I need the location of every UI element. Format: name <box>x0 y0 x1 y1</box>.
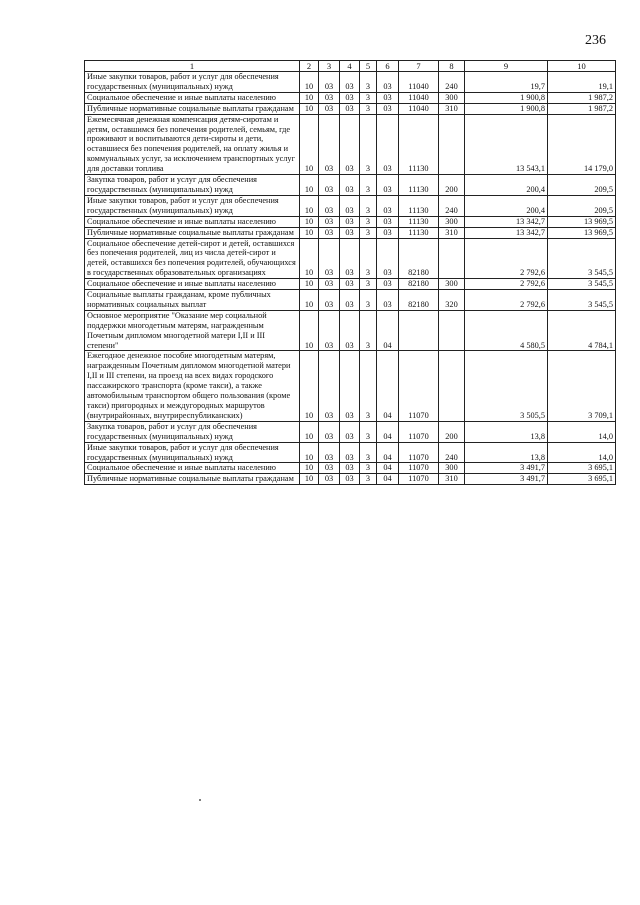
amount-cell: 200,4 <box>465 195 548 216</box>
table-row <box>85 72 616 93</box>
code-cell: 03 <box>377 72 399 93</box>
table-row <box>85 279 616 290</box>
code-cell: 10 <box>300 216 319 227</box>
code-cell: 03 <box>340 463 360 474</box>
code-cell: 04 <box>377 474 399 485</box>
code-cell: 11130 <box>399 195 439 216</box>
code-cell: 03 <box>319 474 340 485</box>
code-cell: 03 <box>340 195 360 216</box>
amount-cell: 4 580,5 <box>465 310 548 351</box>
code-cell: 10 <box>300 463 319 474</box>
code-cell: 03 <box>319 421 340 442</box>
row-name-cell: Иные закупки товаров, работ и услуг для обеспечения государственных (муниципальных) нужд <box>85 195 300 216</box>
code-cell: 3 <box>360 463 377 474</box>
amount-cell: 200,4 <box>465 175 548 196</box>
table-row <box>85 195 616 216</box>
row-name-cell: Ежемесячная денежная компенсация детям-сиротам и детям, оставшимся без попечения родителей, семьям, где проживают и воспитываются дети-сироты и дети, оставшиеся без попечения родителей, на оплату жилья и коммунальных услуг, за исключением транспортных услуг для доставки топлива <box>85 114 300 174</box>
code-cell: 03 <box>377 227 399 238</box>
amount-cell: 3 695,1 <box>548 463 616 474</box>
code-cell: 03 <box>377 92 399 103</box>
code-cell: 11070 <box>399 421 439 442</box>
code-cell: 10 <box>300 92 319 103</box>
header-cell: 7 <box>399 61 439 72</box>
table-row <box>85 474 616 485</box>
row-name-cell: Ежегодное денежное пособие многодетным матерям, награжденным Почетным дипломом многодетной матери I,II и III степени, на проезд на всех видах городского пассажирского транспорта (кроме такси), а также автомобильным транспортом общего пользования (кроме такси) пригородных и междугородных маршрутов (внутрирайонных, внутриреспубликанских) <box>85 351 300 421</box>
amount-cell: 3 695,1 <box>548 474 616 485</box>
code-cell: 11130 <box>399 175 439 196</box>
code-cell: 03 <box>319 103 340 114</box>
row-name-cell: Публичные нормативные социальные выплаты гражданам <box>85 227 300 238</box>
row-name-cell: Социальное обеспечение и иные выплаты населению <box>85 463 300 474</box>
code-cell: 10 <box>300 290 319 311</box>
code-cell: 10 <box>300 227 319 238</box>
code-cell: 3 <box>360 474 377 485</box>
code-cell: 03 <box>377 103 399 114</box>
amount-cell: 13,8 <box>465 442 548 463</box>
code-cell: 3 <box>360 216 377 227</box>
code-cell: 03 <box>340 175 360 196</box>
code-cell: 03 <box>340 227 360 238</box>
amount-cell: 4 784,1 <box>548 310 616 351</box>
code-cell: 3 <box>360 195 377 216</box>
code-cell: 03 <box>340 238 360 279</box>
budget-table <box>84 60 616 485</box>
amount-cell: 2 792,6 <box>465 290 548 311</box>
amount-cell: 3 545,5 <box>548 290 616 311</box>
code-cell: 3 <box>360 351 377 421</box>
table-row <box>85 103 616 114</box>
code-cell: 11070 <box>399 463 439 474</box>
table-row <box>85 227 616 238</box>
code-cell: 3 <box>360 227 377 238</box>
code-cell: 82180 <box>399 279 439 290</box>
code-cell: 10 <box>300 103 319 114</box>
amount-cell: 1 987,2 <box>548 103 616 114</box>
code-cell: 82180 <box>399 290 439 311</box>
amount-cell: 13 543,1 <box>465 114 548 174</box>
code-cell: 3 <box>360 310 377 351</box>
row-name-cell: Социальное обеспечение и иные выплаты населению <box>85 279 300 290</box>
code-cell: 04 <box>377 463 399 474</box>
code-cell: 3 <box>360 175 377 196</box>
code-cell: 03 <box>340 421 360 442</box>
table-row <box>85 290 616 311</box>
code-cell: 03 <box>340 310 360 351</box>
table-row <box>85 442 616 463</box>
code-cell: 03 <box>340 216 360 227</box>
table-row <box>85 216 616 227</box>
amount-cell: 3 545,5 <box>548 279 616 290</box>
code-cell: 03 <box>377 195 399 216</box>
code-cell: 3 <box>360 442 377 463</box>
code-cell: 3 <box>360 114 377 174</box>
amount-cell: 13,8 <box>465 421 548 442</box>
code-cell: 300 <box>439 92 465 103</box>
row-name-cell: Публичные нормативные социальные выплаты гражданам <box>85 474 300 485</box>
code-cell: 300 <box>439 463 465 474</box>
code-cell: 10 <box>300 442 319 463</box>
amount-cell: 14,0 <box>548 442 616 463</box>
code-cell <box>399 310 439 351</box>
amount-cell: 13 969,5 <box>548 227 616 238</box>
code-cell: 03 <box>319 463 340 474</box>
code-cell: 11130 <box>399 216 439 227</box>
code-cell: 11130 <box>399 114 439 174</box>
code-cell <box>439 114 465 174</box>
header-cell: 5 <box>360 61 377 72</box>
code-cell: 3 <box>360 92 377 103</box>
code-cell: 10 <box>300 114 319 174</box>
code-cell: 03 <box>319 227 340 238</box>
code-cell: 3 <box>360 238 377 279</box>
code-cell: 11040 <box>399 72 439 93</box>
code-cell: 03 <box>319 195 340 216</box>
amount-cell: 3 491,7 <box>465 474 548 485</box>
header-cell: 2 <box>300 61 319 72</box>
header-cell: 6 <box>377 61 399 72</box>
amount-cell: 3 505,5 <box>465 351 548 421</box>
header-cell: 3 <box>319 61 340 72</box>
header-cell: 10 <box>548 61 616 72</box>
code-cell: 10 <box>300 279 319 290</box>
code-cell: 03 <box>340 474 360 485</box>
code-cell <box>439 238 465 279</box>
code-cell: 10 <box>300 72 319 93</box>
row-name-cell: Социальные выплаты гражданам, кроме публичных нормативных социальных выплат <box>85 290 300 311</box>
code-cell: 03 <box>377 279 399 290</box>
amount-cell: 19,1 <box>548 72 616 93</box>
amount-cell: 1 987,2 <box>548 92 616 103</box>
code-cell: 03 <box>377 175 399 196</box>
code-cell: 310 <box>439 103 465 114</box>
header-cell: 8 <box>439 61 465 72</box>
row-name-cell: Закупка товаров, работ и услуг для обеспечения государственных (муниципальных) нужд <box>85 421 300 442</box>
row-name-cell: Социальное обеспечение детей-сирот и детей, оставшихся без попечения родителей, лиц из числа детей-сирот и детей, оставшихся без попечения родителей, обучающихся в государственных образовательных организациях <box>85 238 300 279</box>
code-cell: 03 <box>319 72 340 93</box>
code-cell: 300 <box>439 279 465 290</box>
code-cell: 11130 <box>399 227 439 238</box>
amount-cell: 209,5 <box>548 175 616 196</box>
code-cell: 04 <box>377 351 399 421</box>
code-cell: 10 <box>300 351 319 421</box>
amount-cell: 19,7 <box>465 72 548 93</box>
code-cell: 03 <box>319 238 340 279</box>
code-cell: 3 <box>360 290 377 311</box>
code-cell: 240 <box>439 442 465 463</box>
code-cell: 310 <box>439 474 465 485</box>
stray-dot <box>199 799 201 801</box>
code-cell: 300 <box>439 216 465 227</box>
table-row <box>85 310 616 351</box>
code-cell: 3 <box>360 421 377 442</box>
amount-cell: 14,0 <box>548 421 616 442</box>
amount-cell: 1 900,8 <box>465 103 548 114</box>
code-cell: 03 <box>377 290 399 311</box>
row-name-cell: Публичные нормативные социальные выплаты гражданам <box>85 103 300 114</box>
code-cell: 10 <box>300 238 319 279</box>
table-row <box>85 92 616 103</box>
code-cell: 3 <box>360 72 377 93</box>
code-cell: 82180 <box>399 238 439 279</box>
code-cell: 03 <box>319 442 340 463</box>
code-cell: 11040 <box>399 92 439 103</box>
code-cell: 03 <box>340 290 360 311</box>
header-row <box>85 61 616 72</box>
code-cell: 03 <box>340 351 360 421</box>
row-name-cell: Иные закупки товаров, работ и услуг для обеспечения государственных (муниципальных) нужд <box>85 442 300 463</box>
table-row <box>85 175 616 196</box>
table-row <box>85 114 616 174</box>
amount-cell: 3 545,5 <box>548 238 616 279</box>
code-cell: 10 <box>300 474 319 485</box>
table-row <box>85 238 616 279</box>
amount-cell: 2 792,6 <box>465 238 548 279</box>
row-name-cell: Социальное обеспечение и иные выплаты населению <box>85 92 300 103</box>
amount-cell: 14 179,0 <box>548 114 616 174</box>
code-cell: 03 <box>319 175 340 196</box>
header-cell: 9 <box>465 61 548 72</box>
code-cell: 11070 <box>399 351 439 421</box>
page-number: 236 <box>585 33 606 48</box>
code-cell: 200 <box>439 175 465 196</box>
table-row <box>85 463 616 474</box>
amount-cell: 3 491,7 <box>465 463 548 474</box>
code-cell: 03 <box>377 114 399 174</box>
code-cell: 240 <box>439 195 465 216</box>
code-cell: 11040 <box>399 103 439 114</box>
table-body <box>85 72 616 485</box>
code-cell: 03 <box>319 351 340 421</box>
code-cell: 240 <box>439 72 465 93</box>
code-cell: 10 <box>300 421 319 442</box>
code-cell: 03 <box>340 114 360 174</box>
code-cell: 04 <box>377 442 399 463</box>
code-cell: 310 <box>439 227 465 238</box>
code-cell: 03 <box>377 216 399 227</box>
code-cell: 04 <box>377 421 399 442</box>
code-cell: 200 <box>439 421 465 442</box>
code-cell: 10 <box>300 195 319 216</box>
row-name-cell: Социальное обеспечение и иные выплаты населению <box>85 216 300 227</box>
header-cell: 1 <box>85 61 300 72</box>
row-name-cell: Иные закупки товаров, работ и услуг для обеспечения государственных (муниципальных) нужд <box>85 72 300 93</box>
code-cell: 03 <box>340 72 360 93</box>
code-cell: 03 <box>340 92 360 103</box>
amount-cell: 3 709,1 <box>548 351 616 421</box>
code-cell: 03 <box>319 290 340 311</box>
amount-cell: 2 792,6 <box>465 279 548 290</box>
code-cell <box>439 310 465 351</box>
code-cell: 3 <box>360 279 377 290</box>
code-cell: 03 <box>377 238 399 279</box>
code-cell: 11070 <box>399 474 439 485</box>
table-row <box>85 421 616 442</box>
amount-cell: 13 342,7 <box>465 216 548 227</box>
header-cell: 4 <box>340 61 360 72</box>
amount-cell: 209,5 <box>548 195 616 216</box>
code-cell: 11070 <box>399 442 439 463</box>
code-cell: 03 <box>340 103 360 114</box>
amount-cell: 13 969,5 <box>548 216 616 227</box>
code-cell: 320 <box>439 290 465 311</box>
code-cell: 10 <box>300 310 319 351</box>
code-cell: 03 <box>319 216 340 227</box>
amount-cell: 1 900,8 <box>465 92 548 103</box>
code-cell: 03 <box>319 279 340 290</box>
code-cell: 03 <box>340 279 360 290</box>
table-row <box>85 351 616 421</box>
code-cell: 10 <box>300 175 319 196</box>
row-name-cell: Закупка товаров, работ и услуг для обеспечения государственных (муниципальных) нужд <box>85 175 300 196</box>
amount-cell: 13 342,7 <box>465 227 548 238</box>
code-cell: 03 <box>340 442 360 463</box>
code-cell: 03 <box>319 114 340 174</box>
code-cell: 04 <box>377 310 399 351</box>
code-cell <box>439 351 465 421</box>
code-cell: 03 <box>319 310 340 351</box>
code-cell: 03 <box>319 92 340 103</box>
code-cell: 3 <box>360 103 377 114</box>
row-name-cell: Основное мероприятие "Оказание мер социальной поддержки многодетным матерям, награжденным Почетным дипломом многодетной матери I,II и III степени" <box>85 310 300 351</box>
